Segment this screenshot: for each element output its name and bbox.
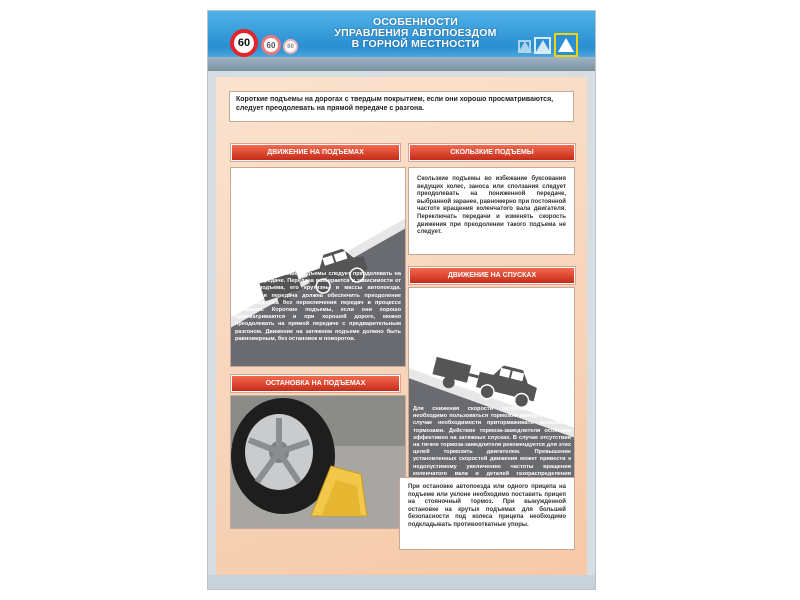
stop-panel (399, 477, 575, 550)
poster-footer (208, 575, 595, 589)
pedestrian-crossing-sign-icon (554, 33, 578, 57)
wheel-chock-photo (230, 395, 406, 529)
uphill-text: Крутые или затяжные подъемы следует преодолевать на низшей передаче. Передача выбирается в зависимости от длины подъема, его крутизны и массы автопоезда. Выбранная передача должна обеспечить преодоление всего подъема без переключения передач в процессе движения. Короткие подъемы, если они хорошо просматриваются и при хорошей дороге, можно преодолевать на прямой передаче с предварительным разгоном. Движение на затяжном подъеме должно быть равномерным, без остановок и поворотов. (235, 271, 401, 342)
speed-limit-value: 60 (287, 43, 294, 50)
poster-title (323, 17, 508, 50)
section-title-downhill: ДВИЖЕНИЕ НА СПУСКАХ (409, 267, 575, 284)
speed-limit-value: 60 (237, 37, 251, 49)
stop-text: При остановке автопоезда или одного прицепа на подъеме или уклоне необходимо поставить прицеп на стояночный тормоз. При вынужденной остановке на крутых подъемах для большей безопасности под колеса прицепа необходимо подкладывать противооткатные упоры. (408, 484, 566, 528)
speed-limit-sign-icon (261, 35, 281, 55)
poster-body (216, 77, 587, 577)
poster-header (208, 11, 595, 71)
pedestrian-crossing-sign-icon (534, 37, 551, 54)
road-strip (208, 57, 595, 71)
section-title-stop: ОСТАНОВКА НА ПОДЪЕМАХ (231, 375, 400, 392)
slippery-panel (408, 167, 575, 255)
title-line: В ГОРНОЙ МЕСТНОСТИ (351, 38, 480, 50)
poster (207, 10, 596, 590)
wheel-chock-image (231, 396, 406, 529)
speed-limit-sign-icon (283, 39, 298, 54)
speed-limit-sign-icon (230, 29, 258, 57)
section-title-slippery: СКОЛЬЗКИЕ ПОДЪЕМЫ (409, 144, 575, 161)
intro-text: Короткие подъемы на дорогах с твердым покрытием, если они хорошо просматриваются, следует преодолевать на прямой передаче с разгона. (229, 91, 574, 122)
section-title-uphill: ДВИЖЕНИЕ НА ПОДЪЕМАХ (231, 144, 400, 161)
pedestrian-crossing-sign-icon (518, 40, 531, 53)
downhill-text: Для снижения скорости движения на спуске необходимо пользоваться тормозом-замедлителем и в случае необходимости притормаживать колесными тормозами. Действие тормоза-замедлителя особенно эффективно на затяжных спусках. В случае отсутствия на тягаче тормоза-замедлителя рекомендуется для этих целей тормозить двигателем. Превышение установленных скоростей движения может привести к недопустимому увеличению частоты вращения коленчатого вала и деталей газораспределения (413, 406, 571, 477)
downhill-panel (408, 287, 575, 487)
title-line: УПРАВЛЕНИЯ АВТОПОЕЗДОМ (334, 27, 497, 39)
slippery-text: Скользкие подъемы во избежание буксования ведущих колес, заноса или сползания следует преодолевать на пониженной передаче, выбранной заранее, равномерно при постоянной частоте вращения коленчатого вала двигателя. Переключать передачи и изменять скорость движения при преодолении такого подъема не следует. (417, 176, 566, 236)
title-line: ОСОБЕННОСТИ (372, 16, 459, 28)
uphill-panel (230, 167, 406, 367)
speed-limit-value: 60 (266, 40, 276, 50)
